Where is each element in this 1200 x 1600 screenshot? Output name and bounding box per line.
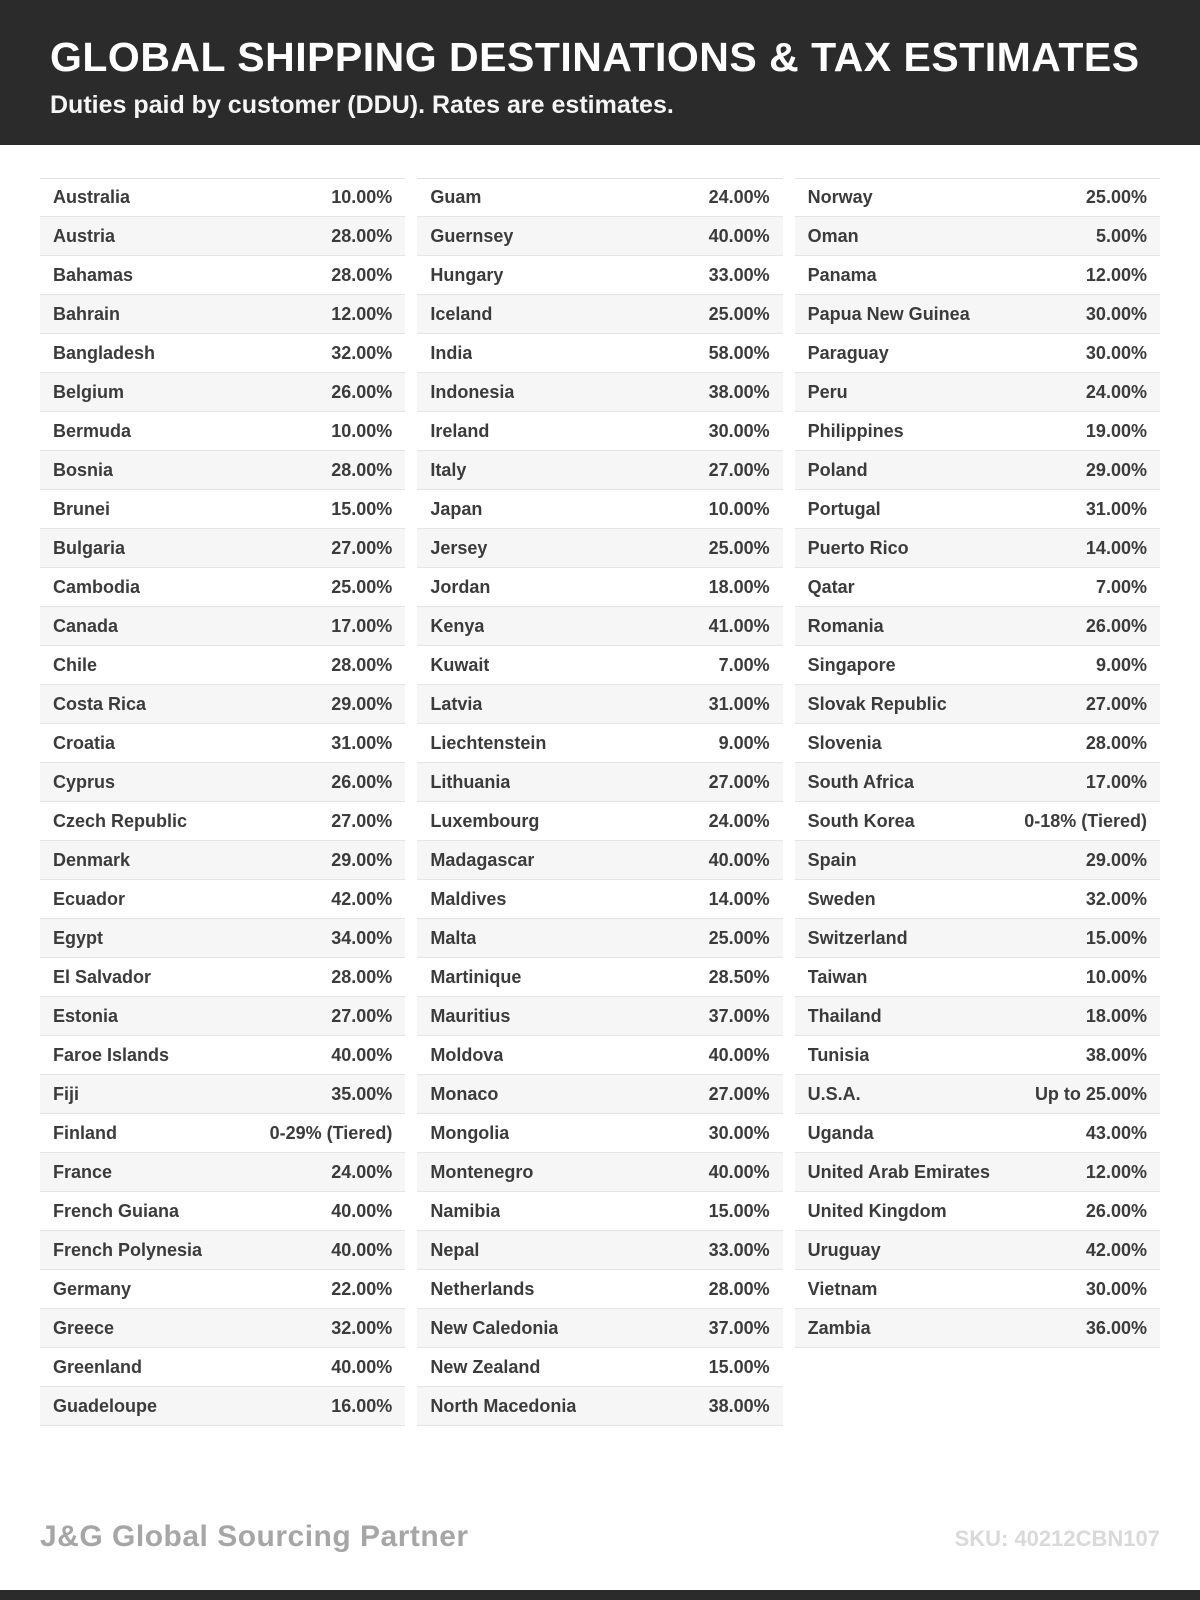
rate-value: 10.00% — [331, 420, 393, 441]
table-row — [40, 1387, 405, 1426]
country-label: Monaco — [430, 1083, 499, 1104]
rate-value: 40.00% — [708, 225, 770, 246]
rate-value: 27.00% — [1085, 693, 1147, 714]
country-label: Singapore — [807, 654, 896, 675]
table-row — [40, 646, 405, 685]
table-row — [417, 529, 782, 568]
rate-value: 14.00% — [708, 888, 770, 909]
rate-value: 25.00% — [331, 576, 393, 597]
table-row — [40, 334, 405, 373]
rate-value: 29.00% — [331, 693, 393, 714]
country-label: Hungary — [430, 264, 504, 285]
country-label: Germany — [53, 1278, 132, 1299]
country-label: France — [53, 1161, 113, 1182]
country-label: Canada — [53, 615, 119, 636]
rate-value: 35.00% — [331, 1083, 393, 1104]
rate-value: 38.00% — [1085, 1044, 1147, 1065]
rate-value: 26.00% — [331, 381, 393, 402]
country-label: Costa Rica — [53, 693, 147, 714]
rate-value: 27.00% — [708, 771, 770, 792]
rate-value: 12.00% — [1085, 264, 1147, 285]
table-row — [417, 646, 782, 685]
table-row — [417, 724, 782, 763]
rate-value: 12.00% — [331, 303, 393, 324]
rate-value: 32.00% — [331, 1317, 393, 1338]
rate-value: 32.00% — [331, 342, 393, 363]
rate-value: 25.00% — [708, 927, 770, 948]
rate-value: 26.00% — [1085, 615, 1147, 636]
country-label: Paraguay — [807, 342, 889, 363]
rate-value: 9.00% — [718, 732, 770, 753]
rate-value: 10.00% — [331, 187, 393, 207]
country-label: Martinique — [430, 966, 522, 987]
country-label: Sweden — [807, 888, 876, 909]
rate-value: 7.00% — [1095, 576, 1147, 597]
country-label: South Korea — [807, 810, 915, 831]
rate-value: 29.00% — [331, 849, 393, 870]
table-row — [417, 373, 782, 412]
rate-value: 9.00% — [1095, 654, 1147, 675]
rate-value: 0-18% (Tiered) — [1024, 810, 1147, 831]
table-row — [795, 607, 1160, 646]
rate-value: 26.00% — [331, 771, 393, 792]
rate-value: 40.00% — [708, 1044, 770, 1065]
country-label: Moldova — [430, 1044, 504, 1065]
table-row — [417, 1309, 782, 1348]
table-row — [795, 841, 1160, 880]
table-row — [40, 1114, 405, 1153]
rate-value: 30.00% — [708, 1122, 770, 1143]
country-label: Brunei — [53, 498, 111, 519]
country-label: Bosnia — [53, 459, 114, 480]
country-label: Greece — [53, 1317, 115, 1338]
table-row — [40, 607, 405, 646]
footer — [40, 1520, 1160, 1554]
table-row — [417, 919, 782, 958]
country-label: Liechtenstein — [430, 732, 547, 753]
country-label: Austria — [53, 225, 116, 246]
table-row — [795, 763, 1160, 802]
table-row — [40, 295, 405, 334]
table-row — [40, 919, 405, 958]
rate-value: 28.00% — [331, 459, 393, 480]
table-row — [417, 997, 782, 1036]
country-label: Cambodia — [53, 576, 141, 597]
rate-value: 24.00% — [708, 810, 770, 831]
table-row — [795, 919, 1160, 958]
table-row — [40, 1348, 405, 1387]
rate-value: 28.00% — [331, 264, 393, 285]
page-title: GLOBAL SHIPPING DESTINATIONS & TAX ESTIMATES — [50, 34, 1140, 80]
table-row — [795, 373, 1160, 412]
table-row — [417, 958, 782, 997]
country-label: Switzerland — [807, 927, 908, 948]
table-row — [40, 256, 405, 295]
table-row — [417, 295, 782, 334]
country-label: New Zealand — [430, 1356, 541, 1377]
country-label: Australia — [53, 187, 131, 207]
rate-value: 25.00% — [1085, 187, 1147, 207]
table-row — [40, 1192, 405, 1231]
rate-value: 29.00% — [1085, 849, 1147, 870]
table-row — [795, 217, 1160, 256]
country-label: Belgium — [53, 381, 125, 402]
rates-column-2 — [417, 178, 782, 1426]
country-label: Philippines — [807, 420, 904, 441]
rate-value: 15.00% — [331, 498, 393, 519]
rate-value: 40.00% — [331, 1239, 393, 1260]
country-label: Montenegro — [430, 1161, 534, 1182]
country-label: India — [430, 342, 473, 363]
table-row — [417, 1075, 782, 1114]
rate-value: 7.00% — [718, 654, 770, 675]
country-label: Croatia — [53, 732, 116, 753]
rate-value: 26.00% — [1085, 1200, 1147, 1221]
table-row — [40, 1075, 405, 1114]
country-label: Mauritius — [430, 1005, 511, 1026]
footer-accent-bar — [0, 1590, 1200, 1600]
table-row — [795, 568, 1160, 607]
rate-value: 37.00% — [708, 1005, 770, 1026]
table-row — [417, 412, 782, 451]
table-row — [417, 568, 782, 607]
country-label: Romania — [807, 615, 884, 636]
rates-column-3 — [795, 178, 1160, 1348]
country-label: Ecuador — [53, 888, 126, 909]
table-row — [795, 412, 1160, 451]
country-label: Oman — [807, 225, 859, 246]
rate-value: 10.00% — [1085, 966, 1147, 987]
table-row — [795, 646, 1160, 685]
table-row — [40, 217, 405, 256]
rate-value: 30.00% — [1085, 1278, 1147, 1299]
table-row — [40, 178, 405, 217]
rate-value: 17.00% — [331, 615, 393, 636]
country-label: Namibia — [430, 1200, 501, 1221]
country-label: Guadeloupe — [53, 1395, 158, 1416]
country-label: Panama — [807, 264, 877, 285]
country-label: Bahrain — [53, 303, 121, 324]
table-row — [795, 685, 1160, 724]
country-label: Chile — [53, 654, 98, 675]
table-row — [40, 373, 405, 412]
rate-value: 40.00% — [331, 1356, 393, 1377]
table-row — [40, 568, 405, 607]
country-label: Poland — [807, 459, 868, 480]
country-label: Spain — [807, 849, 857, 870]
table-row — [795, 295, 1160, 334]
rate-value: 14.00% — [1085, 537, 1147, 558]
country-label: United Kingdom — [807, 1200, 947, 1221]
rate-value: 27.00% — [331, 810, 393, 831]
table-row — [417, 841, 782, 880]
country-label: Uganda — [807, 1122, 874, 1143]
rate-value: 28.00% — [708, 1278, 770, 1299]
rate-value: 22.00% — [331, 1278, 393, 1299]
rate-value: 38.00% — [708, 1395, 770, 1416]
country-label: Greenland — [53, 1356, 143, 1377]
rate-value: 28.00% — [331, 225, 393, 246]
table-row — [795, 958, 1160, 997]
country-label: Cyprus — [53, 771, 116, 792]
table-row — [795, 1153, 1160, 1192]
country-label: North Macedonia — [430, 1395, 577, 1416]
rate-value: 33.00% — [708, 264, 770, 285]
table-row — [795, 1036, 1160, 1075]
country-label: Puerto Rico — [807, 537, 909, 558]
rate-value: 15.00% — [708, 1200, 770, 1221]
table-row — [795, 334, 1160, 373]
table-row — [417, 256, 782, 295]
country-label: Bahamas — [53, 264, 134, 285]
country-label: French Polynesia — [53, 1239, 203, 1260]
country-label: Netherlands — [430, 1278, 535, 1299]
rate-value: 30.00% — [1085, 303, 1147, 324]
rate-value: 27.00% — [708, 459, 770, 480]
country-label: El Salvador — [53, 966, 152, 987]
country-label: Faroe Islands — [53, 1044, 170, 1065]
table-row — [40, 724, 405, 763]
country-label: Bermuda — [53, 420, 132, 441]
table-row — [795, 1231, 1160, 1270]
country-label: Latvia — [430, 693, 483, 714]
country-label: Zambia — [807, 1317, 871, 1338]
rate-value: 40.00% — [708, 1161, 770, 1182]
country-label: U.S.A. — [807, 1083, 861, 1104]
table-row — [40, 1309, 405, 1348]
country-label: Malta — [430, 927, 477, 948]
table-row — [417, 1231, 782, 1270]
table-row — [417, 802, 782, 841]
rate-value: 12.00% — [1085, 1161, 1147, 1182]
rate-value: 28.00% — [1085, 732, 1147, 753]
country-label: Bulgaria — [53, 537, 126, 558]
rate-value: 34.00% — [331, 927, 393, 948]
country-label: Iceland — [430, 303, 493, 324]
country-label: Portugal — [807, 498, 881, 519]
rate-value: 25.00% — [708, 303, 770, 324]
table-row — [795, 997, 1160, 1036]
table-row — [795, 529, 1160, 568]
country-label: Jersey — [430, 537, 488, 558]
rate-value: 38.00% — [708, 381, 770, 402]
rate-value: 24.00% — [331, 1161, 393, 1182]
country-label: Guernsey — [430, 225, 514, 246]
table-row — [795, 724, 1160, 763]
rate-value: 40.00% — [708, 849, 770, 870]
table-row — [795, 802, 1160, 841]
country-label: Qatar — [807, 576, 855, 597]
rate-value: 28.00% — [331, 654, 393, 675]
rate-value: 5.00% — [1095, 225, 1147, 246]
rate-value: 18.00% — [1085, 1005, 1147, 1026]
country-label: French Guiana — [53, 1200, 180, 1221]
country-label: Italy — [430, 459, 467, 480]
table-row — [417, 1114, 782, 1153]
table-row — [417, 217, 782, 256]
country-label: Norway — [807, 187, 873, 207]
rate-value: 42.00% — [331, 888, 393, 909]
table-row — [795, 178, 1160, 217]
country-label: Egypt — [53, 927, 104, 948]
rates-table — [0, 145, 1200, 1426]
rate-value: 40.00% — [331, 1200, 393, 1221]
country-label: Czech Republic — [53, 810, 188, 831]
table-row — [795, 1075, 1160, 1114]
rate-value: 36.00% — [1085, 1317, 1147, 1338]
table-row — [417, 178, 782, 217]
table-row — [417, 1192, 782, 1231]
page-subtitle: Duties paid by customer (DDU). Rates are estimates. — [50, 91, 674, 119]
country-label: Peru — [807, 381, 848, 402]
country-label: Papua New Guinea — [807, 303, 970, 324]
rate-value: 32.00% — [1085, 888, 1147, 909]
country-label: Jordan — [430, 576, 491, 597]
table-row — [417, 1153, 782, 1192]
rate-value: 27.00% — [331, 1005, 393, 1026]
table-row — [795, 1270, 1160, 1309]
rate-value: 31.00% — [708, 693, 770, 714]
rate-value: 15.00% — [708, 1356, 770, 1377]
table-row — [795, 490, 1160, 529]
table-row — [40, 490, 405, 529]
table-row — [417, 1270, 782, 1309]
country-label: Japan — [430, 498, 483, 519]
table-row — [40, 763, 405, 802]
country-label: Kuwait — [430, 654, 490, 675]
country-label: South Africa — [807, 771, 914, 792]
country-label: Vietnam — [807, 1278, 878, 1299]
table-row — [417, 763, 782, 802]
table-row — [795, 1192, 1160, 1231]
header-banner — [0, 0, 1200, 145]
table-row — [417, 451, 782, 490]
country-label: New Caledonia — [430, 1317, 559, 1338]
country-label: Guam — [430, 187, 482, 207]
rate-value: 30.00% — [1085, 342, 1147, 363]
table-row — [40, 1270, 405, 1309]
rate-value: 24.00% — [708, 187, 770, 207]
rate-value: 33.00% — [708, 1239, 770, 1260]
rate-value: 42.00% — [1085, 1239, 1147, 1260]
country-label: Mongolia — [430, 1122, 510, 1143]
country-label: Estonia — [53, 1005, 119, 1026]
table-row — [40, 412, 405, 451]
country-label: Bangladesh — [53, 342, 156, 363]
brand-name: J&G Global Sourcing Partner — [40, 1520, 469, 1553]
rate-value: 27.00% — [708, 1083, 770, 1104]
table-row — [40, 1036, 405, 1075]
rate-value: 29.00% — [1085, 459, 1147, 480]
country-label: Finland — [53, 1122, 117, 1143]
rate-value: 27.00% — [331, 537, 393, 558]
rate-value: 30.00% — [708, 420, 770, 441]
country-label: Madagascar — [430, 849, 535, 870]
table-row — [417, 490, 782, 529]
country-label: Denmark — [53, 849, 131, 870]
table-row — [40, 997, 405, 1036]
table-row — [40, 802, 405, 841]
table-row — [417, 1036, 782, 1075]
table-row — [40, 529, 405, 568]
country-label: Ireland — [430, 420, 490, 441]
country-label: Kenya — [430, 615, 485, 636]
table-row — [417, 1348, 782, 1387]
country-label: Slovenia — [807, 732, 882, 753]
rate-value: 17.00% — [1085, 771, 1147, 792]
country-label: Luxembourg — [430, 810, 540, 831]
rate-value: 24.00% — [1085, 381, 1147, 402]
rate-value: 28.00% — [331, 966, 393, 987]
country-label: Tunisia — [807, 1044, 870, 1065]
table-row — [795, 880, 1160, 919]
table-row — [417, 880, 782, 919]
country-label: Indonesia — [430, 381, 515, 402]
rate-value: 16.00% — [331, 1395, 393, 1416]
table-row — [795, 1114, 1160, 1153]
table-row — [40, 958, 405, 997]
table-row — [40, 841, 405, 880]
country-label: Fiji — [53, 1083, 79, 1104]
rate-value: 19.00% — [1085, 420, 1147, 441]
table-row — [417, 607, 782, 646]
rate-value: Up to 25.00% — [1034, 1083, 1147, 1104]
rate-value: 43.00% — [1085, 1122, 1147, 1143]
rate-value: 41.00% — [708, 615, 770, 636]
rate-value: 37.00% — [708, 1317, 770, 1338]
rate-value: 31.00% — [331, 732, 393, 753]
rate-value: 18.00% — [708, 576, 770, 597]
table-row — [417, 685, 782, 724]
rate-value: 0-29% (Tiered) — [269, 1122, 393, 1143]
country-label: Lithuania — [430, 771, 511, 792]
rate-value: 15.00% — [1085, 927, 1147, 948]
rate-value: 10.00% — [708, 498, 770, 519]
rate-value: 25.00% — [708, 537, 770, 558]
country-label: Thailand — [807, 1005, 882, 1026]
country-label: Slovak Republic — [807, 693, 947, 714]
table-row — [40, 1153, 405, 1192]
rate-value: 58.00% — [708, 342, 770, 363]
table-row — [40, 1231, 405, 1270]
table-row — [795, 1309, 1160, 1348]
table-row — [40, 685, 405, 724]
rate-value: 40.00% — [331, 1044, 393, 1065]
country-label: Taiwan — [807, 966, 868, 987]
table-row — [795, 256, 1160, 295]
country-label: Uruguay — [807, 1239, 881, 1260]
rates-column-1 — [40, 178, 405, 1426]
table-row — [795, 451, 1160, 490]
table-row — [40, 880, 405, 919]
table-row — [417, 1387, 782, 1426]
sku-label: SKU: 40212CBN107 — [954, 1526, 1160, 1551]
rate-value: 28.50% — [708, 966, 770, 987]
rate-value: 31.00% — [1085, 498, 1147, 519]
table-row — [40, 451, 405, 490]
country-label: Nepal — [430, 1239, 480, 1260]
country-label: Maldives — [430, 888, 507, 909]
country-label: United Arab Emirates — [807, 1161, 991, 1182]
table-row — [417, 334, 782, 373]
